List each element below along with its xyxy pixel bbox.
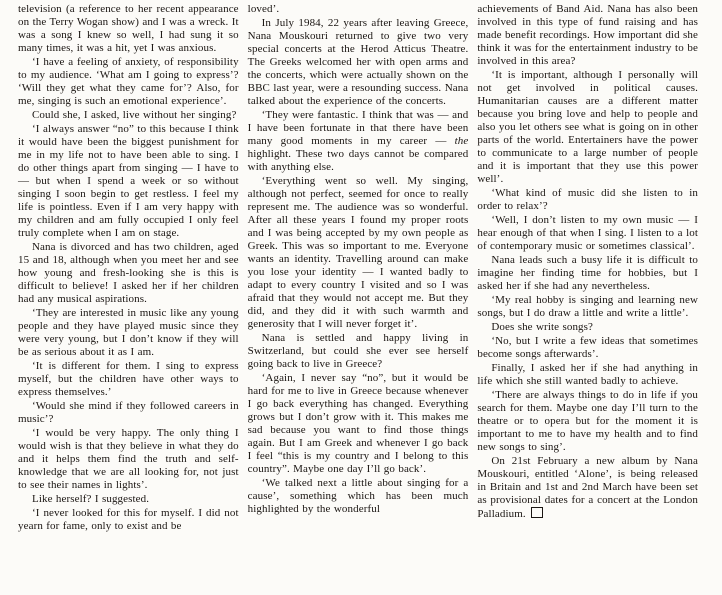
paragraph xyxy=(248,17,469,108)
text-run: ‘Well, I don’t listen to my own music — I hear enough of that when I sing. I listen to a lot of contemporary music or sometimes classical’. xyxy=(477,214,699,252)
paragraph xyxy=(477,214,698,253)
text-run: ‘It is important, although I personally will not get involved in political causes. Humanitarian causes are a different matter because you bring love and help to people and also you let others see what is going on in other parts of the world. Entertainers have the power to communicate to a large number of people and it is important that they use this power well’. xyxy=(477,69,699,185)
text-run: ‘Everything went so well. My singing, although not perfect, seemed for once to really represent me. The audience was so wonderful. After all these years I found my proper roots and I was being accepted by my own people as Greek. This was so important to me. Everyone wants an identity. Travelling around can make you lose your identity — I wanted badly to adapt to every country I visited and so I was afraid that they would not accept me. But they did, and they did it with such warmth and generosity that I will never forget it’. xyxy=(247,175,469,330)
paragraph xyxy=(248,175,469,331)
paragraph xyxy=(248,332,469,371)
text-run: loved’. xyxy=(247,3,280,15)
text-run: ‘They are interested in music like any young people and they have played music since they were very young, but I don’t know if they will be as serious about it as I am. xyxy=(18,307,239,358)
text-run: ‘I have a feeling of anxiety, of responsibility to my audience. ‘What am I going to express’? ‘Will they get what they came for’? Also, for me, singing is such an emotional experience’. xyxy=(18,56,239,107)
paragraph xyxy=(477,389,698,454)
text-run: ‘We talked next a little about singing for a cause’, something which has been much highlighted by the wonderful xyxy=(247,477,469,515)
paragraph xyxy=(248,3,469,16)
text-run: ‘My real hobby is singing and learning new songs, but I do draw a little and write a little’. xyxy=(477,294,699,319)
text-run: Nana leads such a busy life it is difficult to imagine her finding time for hobbies, but I asked her if she had any nevertheless. xyxy=(477,254,699,292)
paragraph xyxy=(18,3,239,55)
paragraph xyxy=(18,360,239,399)
paragraph xyxy=(18,507,239,533)
text-run: ‘Would she mind if they followed careers in music’? xyxy=(18,400,239,425)
text-run: ‘No, but I write a few ideas that sometimes become songs afterwards’. xyxy=(477,335,699,360)
text-run: ‘What kind of music did she listen to in order to relax’? xyxy=(477,187,699,212)
paragraph xyxy=(18,123,239,240)
paragraph xyxy=(477,187,698,213)
text-run: Could she, I asked, live without her singing? xyxy=(32,109,237,121)
paragraph xyxy=(477,69,698,186)
paragraph xyxy=(477,254,698,293)
text-run: Nana is settled and happy living in Switzerland, but could she ever see herself going back to live in Greece? xyxy=(247,332,469,370)
text-run: ‘It is different for them. I sing to express myself, but the children have other ways to express themselves.’ xyxy=(18,360,239,398)
text-run: Like herself? I suggested. xyxy=(32,493,150,505)
paragraph xyxy=(18,109,239,122)
text-run: In July 1984, 22 years after leaving Greece, Nana Mouskouri returned to give two very special concerts at the Herod Atticus Theatre. The Greeks welcomed her with open arms and the concerts, which were actually shown on the BBC last year, were a resounding success. Nana talked about the experience of the concerts. xyxy=(247,17,469,107)
article-column-2 xyxy=(248,3,469,591)
end-of-article-square-icon xyxy=(531,507,543,518)
paragraph xyxy=(18,427,239,492)
text-run: ‘I always answer “no” to this because I think it would have been the biggest punishment for me in my life not to have been able to sing. I do other things apart from singing — I have to — but when I spend a week or so without singing I soon begin to get restless. I feel my life is pointless. Even if I am very happy with my children and am fully occupied I only feel truly complete when I am on stage. xyxy=(18,123,239,239)
text-run: ‘They were fantastic. I think that was — and I have been fortunate in that there have been many good moments in my career — xyxy=(247,109,469,147)
paragraph xyxy=(477,362,698,388)
paragraph xyxy=(477,335,698,361)
text-run: Finally, I asked her if she had anything in life which she still wanted badly to achieve. xyxy=(477,362,699,387)
italic-text-run: the xyxy=(454,135,469,147)
text-run: highlight. These two days cannot be compared with anything else. xyxy=(247,148,469,173)
paragraph xyxy=(18,241,239,306)
text-run: ‘I never looked for this for myself. I did not yearn for fame, only to exist and be xyxy=(18,507,239,532)
paragraph xyxy=(18,56,239,108)
text-run: Nana is divorced and has two children, aged 15 and 18, although when you meet her and see how young and fresh-looking she is this is difficult to believe! I asked her if her children had any musical aspirations. xyxy=(18,241,239,305)
article-column-1 xyxy=(18,3,239,591)
paragraph xyxy=(18,493,239,506)
paragraph xyxy=(477,294,698,320)
text-run: television (a reference to her recent appearance on the Terry Wogan show) and I was a wreck. It was a song I knew so well, I had sung it so many times, it was a hit, yet I was anxious. xyxy=(18,3,239,54)
text-run: ‘I would be very happy. The only thing I would wish is that they believe in what they do and it helps them find the truth and self-knowledge that we are all looking for, not just to see their names in lights’. xyxy=(18,427,239,491)
text-run: On 21st February a new album by Nana Mouskouri, entitled ‘Alone’, is being released in Britain and 1st and 2nd March have been set as provisional dates for a concert at the London Palladium. xyxy=(477,455,699,520)
text-run: Does she write songs? xyxy=(491,321,594,333)
text-run: ‘There are always things to do in life if you search for them. Maybe one day I’ll turn to the theatre or to opera but for the moment it is important to me to have my health and to find new songs to sing’. xyxy=(477,389,699,453)
paragraph xyxy=(248,477,469,516)
paragraph xyxy=(477,455,698,521)
paragraph xyxy=(477,3,698,68)
paragraph xyxy=(477,321,698,334)
paragraph xyxy=(248,109,469,174)
text-run: achievements of Band Aid. Nana has also been involved in this type of fund raising and has made benefit recordings. How important did she think it was for the entertainment industry to be involved in this area? xyxy=(477,3,699,67)
paragraph xyxy=(18,400,239,426)
text-run: ‘Again, I never say “no”, but it would be hard for me to live in Greece because whenever I go back everything has changed. Everything grows but I don’t grow with it. This makes me sad because you want to find those things again. But I am Greek and whenever I go back I feel “this is my country and I belong to this country”. Maybe one day I’ll go back’. xyxy=(247,372,469,475)
article-column-3 xyxy=(477,3,698,591)
paragraph xyxy=(18,307,239,359)
paragraph xyxy=(248,372,469,476)
